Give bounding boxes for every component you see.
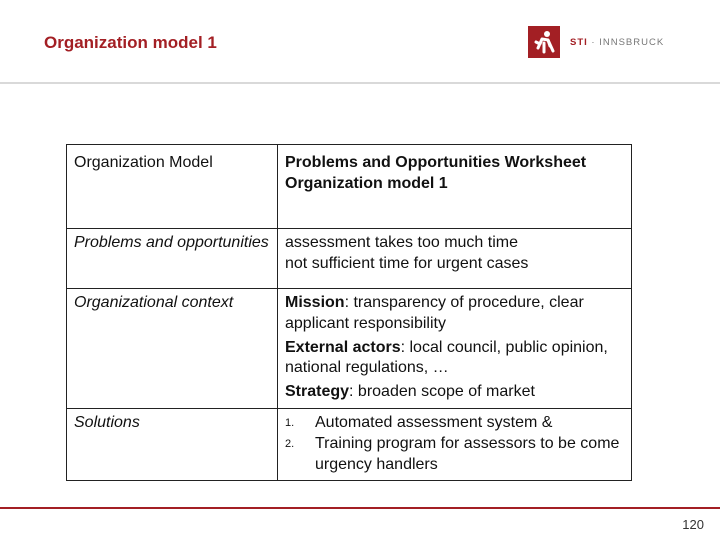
logo-text	[570, 37, 664, 48]
table-row-context	[67, 289, 632, 409]
mission-text: : transparency of procedure, clear applicant responsibility	[285, 294, 584, 332]
problems-content	[278, 229, 632, 289]
list-item-text: Training program for assessors to be come urgency handlers	[315, 434, 620, 473]
table-row-problems	[67, 229, 632, 289]
footer-divider	[0, 507, 720, 509]
problems-line-1: assessment takes too much time	[285, 234, 518, 251]
list-item-text: Automated assessment system &	[315, 413, 553, 431]
sti-logo	[528, 25, 664, 59]
context-label: Organizational context	[67, 289, 278, 409]
list-item	[285, 434, 624, 476]
sti-person-icon	[528, 26, 560, 58]
external-actors-label: External actors	[285, 338, 401, 356]
table-header-row	[67, 145, 632, 229]
list-number: 2.	[285, 437, 295, 450]
problems-line-2: not sufficient time for urgent cases	[285, 254, 529, 272]
logo-brand: STI	[570, 36, 588, 48]
page-number: 120	[682, 517, 704, 532]
header-left-cell: Organization Model	[67, 145, 278, 229]
external-actors-text: : local council, public opinion, national regulations, …	[285, 338, 608, 377]
strategy-label: Strategy	[285, 383, 350, 401]
list-item	[285, 413, 624, 434]
worksheet-table	[66, 144, 632, 481]
slide-title: Organization model 1	[44, 33, 217, 52]
strategy-text: : broaden scope of market	[349, 383, 535, 401]
table-row-solutions	[67, 408, 632, 480]
strategy-entry	[285, 382, 624, 403]
header-divider	[0, 82, 720, 84]
mission-label: Mission	[285, 294, 345, 311]
problems-label: Problems and opportunities	[67, 229, 278, 289]
context-content	[278, 289, 632, 409]
solutions-content	[278, 408, 632, 480]
header-right-cell: Problems and Opportunities Worksheet Organization model 1	[285, 154, 587, 192]
list-number: 1.	[285, 416, 295, 429]
logo-separator: ·	[587, 36, 600, 48]
logo-city: INNSBRUCK	[599, 36, 665, 48]
external-actors-entry	[285, 338, 624, 380]
mission-entry	[285, 293, 624, 335]
solutions-list	[285, 413, 624, 475]
solutions-label: Solutions	[67, 408, 278, 480]
